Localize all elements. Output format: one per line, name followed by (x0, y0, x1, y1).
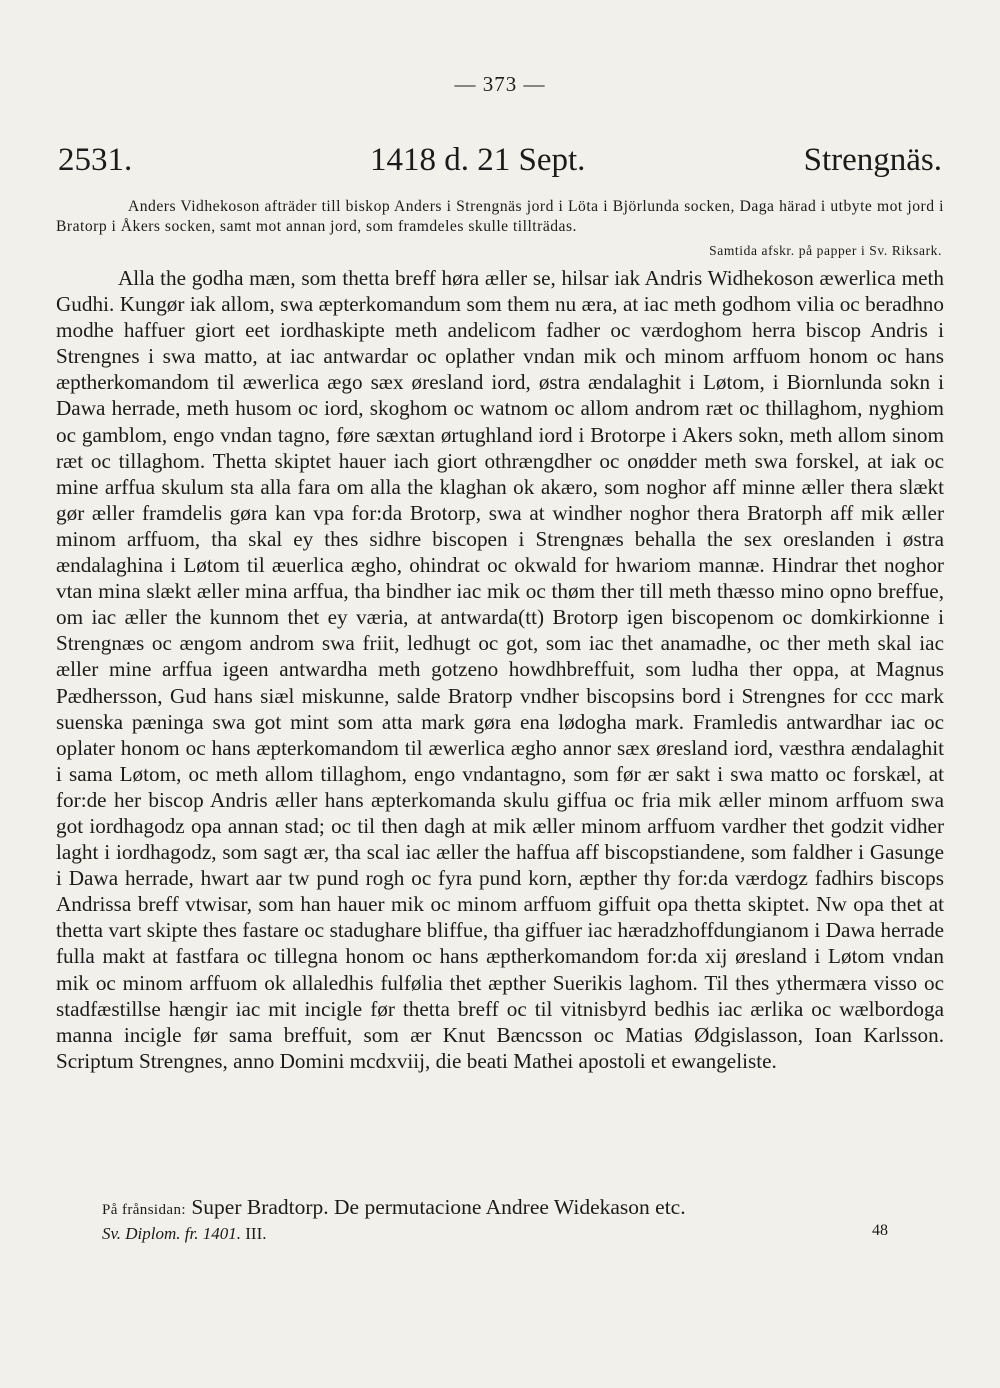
bibliographic-reference (102, 1224, 266, 1244)
verso-text: Super Bradtorp. De permutacione Andree Widekason etc. (191, 1195, 686, 1219)
verso-label: På frånsidan: (102, 1202, 186, 1218)
reference-series: Sv. Diplom. fr. 1401. (102, 1224, 241, 1243)
verso-note (102, 1195, 686, 1220)
document-place: Strengnäs. (803, 142, 942, 178)
document-header (58, 142, 942, 184)
page-number: — 373 — (454, 72, 546, 96)
document-summary: Anders Vidhekoson afträder till biskop Anders i Strengnäs jord i Löta i Björlunda socken, Daga härad i utbyte mot jord i Bratorp i Åkers socken, samt mot annan jord, som framdeles skulle tillträdas. (56, 198, 944, 235)
printer-signature: 48 (872, 1222, 888, 1239)
reference-volume: III. (245, 1224, 267, 1243)
charter-text: Alla the godha mæn, som thetta breff høra æller se, hilsar iak Andris Widhekoson æwerlica meth Gudhi. Kungør iak allom, swa æpterkomandum som them nu æra, at iac meth godhom vilia oc beradhno modhe haffuer giort eet iordhaskipte meth andelicom fadher oc værdoghom herra biscop Andris i Strengnes i swa matto, at iac antwardar oc oplather vndan mik och minom arffuom honom oc hans æptherkomandom til æwerlica ægo sæx øresland iord, østra ændalaghit i Løtom, i Biornlunda sokn i Dawa herrade, meth husom oc iord, skoghom oc watnom oc allom androm ræt oc thillaghom, nyghiom oc gamblom, engo vndan tagno, føre sæxtan ørtughland iord i Brotorpe i Akers sokn, meth allom sinom ræt oc tillaghom. Thetta skiptet hauer iach giort othrængdher oc onødder meth swa forskel, at iak oc mine arffua skulum sta alla fara om alla the klaghan ok akæro, som noghor aff minne æller thera slækt gør æller framdelis gøra kan vpa for:da Brotorp, swa at windher noghor thera Bratorph aff mik æller minom arffuom, tha skal ey thes sidhre biscopen i Strengnæs behalla the sex oreslanden i østra ændalaghina i Løtom til æuerlica ægho, ohindrat oc okwald for hwariom mannæ. Hindrar thet noghor vtan mina slækt æller mina arffua, tha bindher iac mik oc thøm ther till meth thæsso mino opno breffue, om iac æller the kunnom thet ey væria, at antwarda(tt) Brotorp igen biscopenom oc domkirkionne i Strengnæs oc ængom androm swa friit, ledhugt oc got, som iac thet anamadhe, oc ther meth skal iac æller mine arffua igeen antwardha meth gotzeno howdhbreffuit, som ludha ther oppa, at Magnus Pædhersson, Gud hans siæl miskunne, salde Bratorp vndher biscopsins bord i Strengnes for ccc mark suenska pæninga swa got mint som atta mark gøra ena lødogha mark. Framledis antwardhar iac oc oplater honom oc hans æpterkomandom til æwerlica ægho annor sæx øresland iord, væsthra ændalaghit i sama Løtom, oc meth allom tillaghom, engo vndantagno, som før ær sakt i swa matto oc forskæl, at for:de her biscop Andris æller hans æpterkomanda skulu giffua oc fria mik æller minom arffuom swa got iordhagodz opa annan stad; oc til then dagh at mik æller minom arffuom vardher thet godzit vidher laght i iordhagodz, som sagt ær, tha scal iac æller the haffua aff biscopstiandene, som faldher i Gasunge i Dawa herrade, hwart aar tw pund rogh oc fyra pund korn, æpther thy for:da værdogz fadhirs biscops Andrissa breff vtwisar, som han hauer mik oc minom arffuom giffuit opa thetta skiptet. Nw opa thet at thetta vart skipte thes fastare oc stadughare bliffue, tha giffuer iac hæradzhoffdungianom i Dawa herrade fulla makt at fastfara oc tillegna honom oc hans æptherkomandom for:da xij øresland i Løtom vndan mik oc minom arffuom ok allaledhis fulfølia thet æpther Suerikis laghom. Til thes ythermæra visso oc stadfæstillse hængir iac mit incigle før thetta breff oc til vitnisbyrd bedhis iac ærlika oc wælbordoga manna incigle før sama breffuit, som ær Knut Bæncsson oc Matias Ødgislasson, Ioan Karlsson. Scriptum Strengnes, anno Domini mcdxviij, die beati Mathei apostoli et ewangeliste. (56, 266, 944, 1073)
source-note: Samtida afskr. på papper i Sv. Riksark. (709, 243, 942, 258)
document-number: 2531. (58, 142, 133, 178)
document-date: 1418 d. 21 Sept. (370, 142, 586, 178)
